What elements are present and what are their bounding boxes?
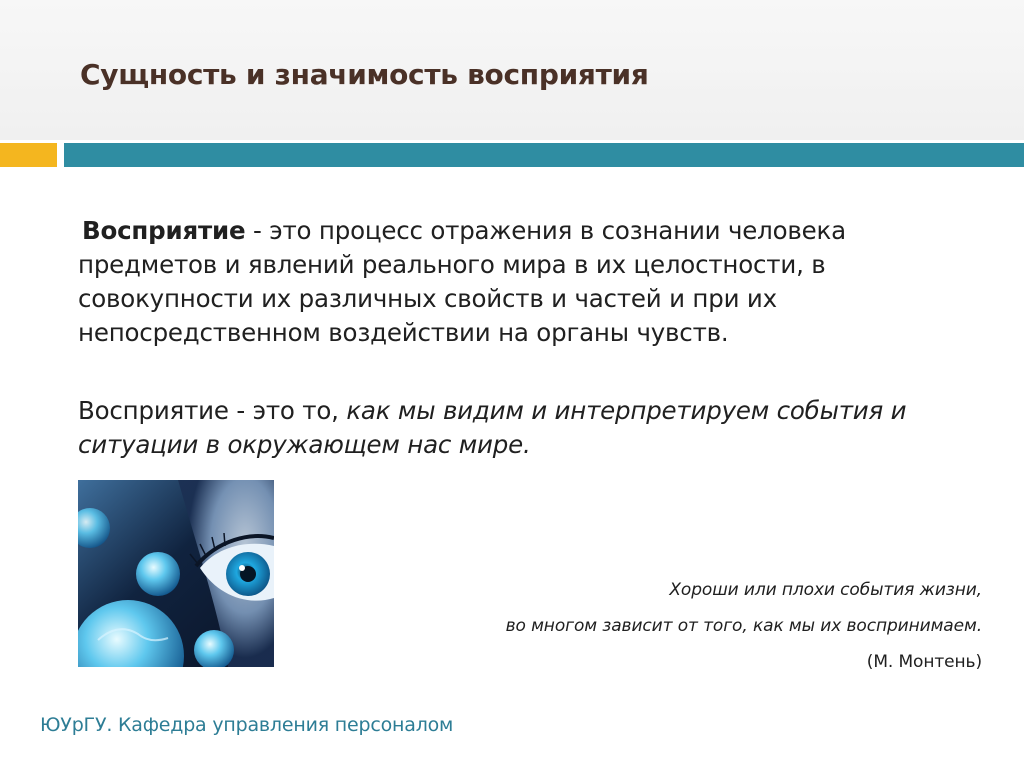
definition-paragraph [78, 214, 958, 350]
quote-author: (М. Монтень) [866, 652, 982, 672]
quote-line-2: во многом зависит от того, как мы их воспринимаем. [505, 616, 982, 636]
eye-and-globes-image [78, 480, 274, 667]
slide-title: Сущность и значимость восприятия [80, 58, 649, 91]
footer-text: ЮУрГУ. Кафедра управления персоналом [40, 714, 454, 736]
accent-bar-orange [0, 143, 57, 167]
quote-line-1: Хороши или плохи события жизни, [669, 580, 982, 600]
definition-term: Восприятие [82, 216, 246, 245]
second-definition-lead: Восприятие - это то, [78, 396, 347, 425]
accent-bar-teal [64, 143, 1024, 167]
definition-text: - это процесс отражения в сознании человека предметов и явлений реального мира в их целостности, в совокупности их различных свойств и частей и при их непосредственном воздействии на органы чувств. [78, 216, 846, 347]
quote-block [506, 572, 982, 680]
second-definition-paragraph [78, 394, 958, 462]
second-definition-italic: как мы видим и интерпретируем события и ситуации в окружающем нас мире. [78, 396, 907, 459]
